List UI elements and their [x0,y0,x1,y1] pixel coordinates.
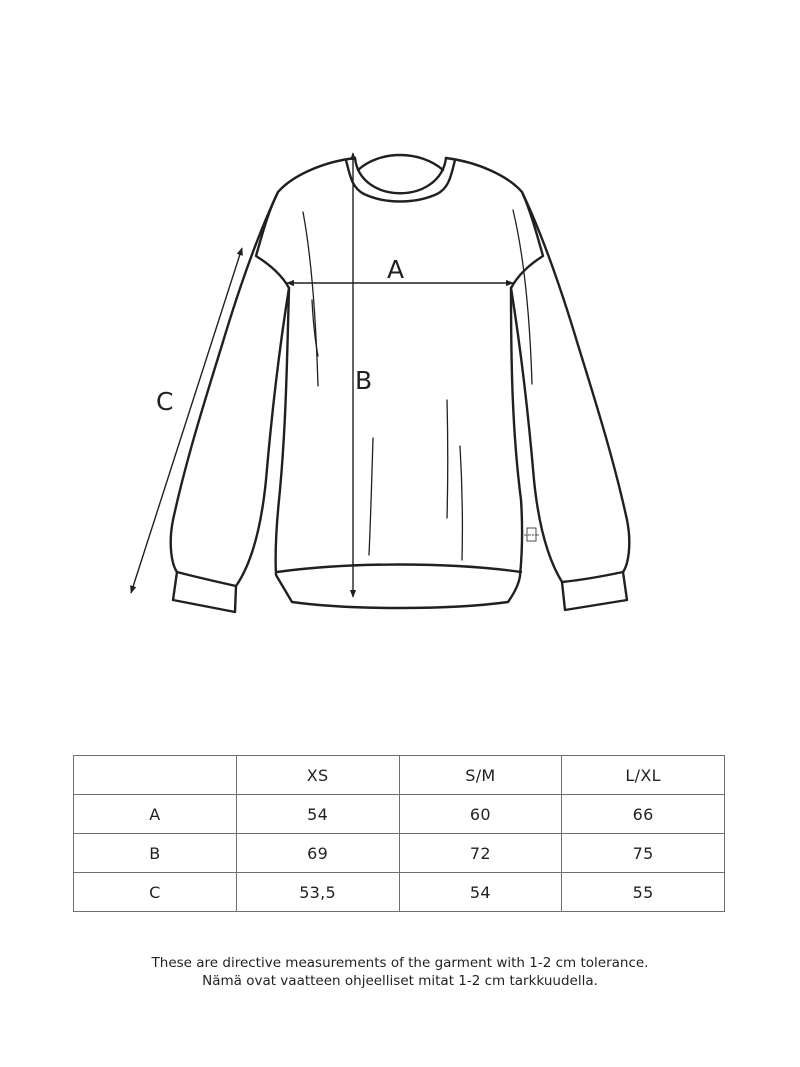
care-tag-text: MADE IN FIN [524,534,539,537]
table-cell: 75 [562,834,725,873]
table-cell: 60 [399,795,562,834]
collar-opening [358,155,443,170]
table-cell: 72 [399,834,562,873]
measurement-label-c: C [156,387,174,416]
table-row [74,795,725,834]
table-cell: 66 [562,795,725,834]
table-header-cell: L/XL [562,756,725,795]
right-cuff-line [562,572,623,582]
left-cuff-line [177,572,236,586]
fold-line [513,210,532,384]
fold-line [303,212,318,386]
row-label: A [74,795,237,834]
measurement-note [0,954,800,990]
table-cell: 55 [562,873,725,912]
fold-line [447,400,448,518]
fold-line [369,438,373,555]
measurement-arrow-c [131,248,242,593]
left-sleeve-outline [171,192,289,612]
table-cell: 69 [236,834,399,873]
row-label: C [74,873,237,912]
note-english: These are directive measurements of the garment with 1-2 cm tolerance. [151,955,649,971]
table-header-cell: XS [236,756,399,795]
table-row [74,834,725,873]
table-cell: 54 [236,795,399,834]
table-header-row [74,756,725,795]
hem-band-line [277,565,521,573]
table-cell: 53,5 [236,873,399,912]
measurement-label-b: B [355,366,373,395]
sweatshirt-body-outline [256,158,543,608]
note-finnish: Nämä ovat vaatteen ohjeelliset mitat 1-2 cm tarkkuudella. [202,973,598,989]
size-table [73,755,725,912]
measurement-label-a: A [387,255,405,284]
right-sleeve-outline [511,192,629,610]
table-cell: 54 [399,873,562,912]
fold-line [460,446,462,560]
row-label: B [74,834,237,873]
table-row [74,873,725,912]
table-header-cell [74,756,237,795]
table-header-cell: S/M [399,756,562,795]
